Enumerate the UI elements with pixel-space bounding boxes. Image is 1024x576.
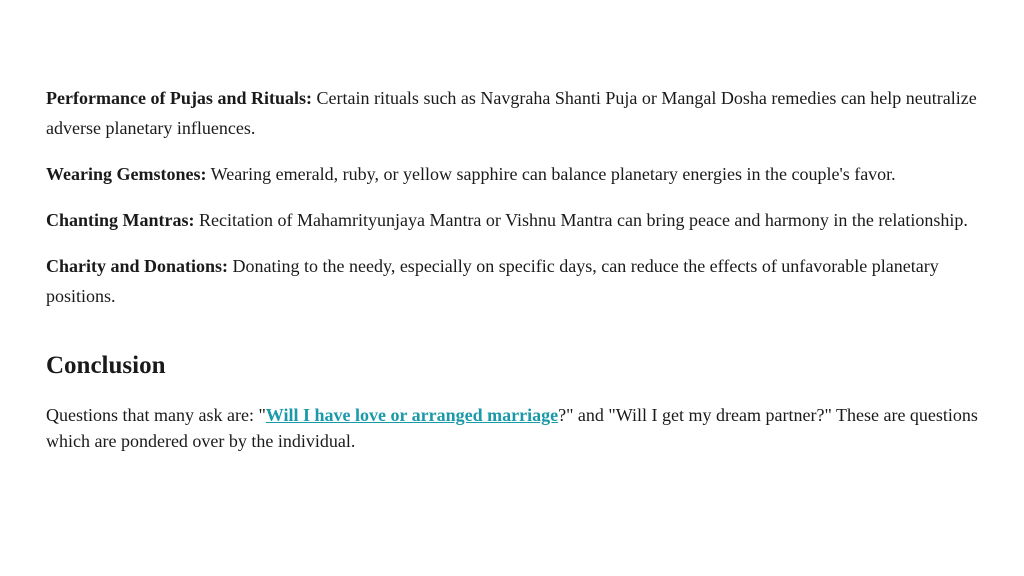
remedy-mantras [46, 205, 981, 235]
remedy-text: Recitation of Mahamrityunjaya Mantra or Vishnu Mantra can bring peace and harmony in the relationship. [194, 210, 968, 230]
remedy-text: Certain rituals such as Navgraha Shanti Puja or Mangal Dosha remedies can help neutralize adverse planetary influences. [46, 88, 977, 138]
love-or-arranged-marriage-link[interactable]: Will I have love or arranged marriage [265, 405, 559, 425]
remedy-gemstones [46, 159, 981, 189]
document-body [46, 83, 981, 454]
remedy-pujas [46, 83, 981, 143]
remedy-charity [46, 251, 981, 311]
remedy-text: Wearing emerald, ruby, or yellow sapphire can balance planetary energies in the couple's favor. [206, 164, 896, 184]
remedy-title: Wearing Gemstones: [46, 164, 207, 184]
remedy-title: Chanting Mantras: [46, 210, 195, 230]
remedy-title: Performance of Pujas and Rituals: [46, 88, 312, 108]
conclusion-text-after: ?" and "Will I get my dream partner?" These are questions which are pondered over by the individual. [46, 405, 978, 451]
conclusion-text-before: Questions that many ask are: " [46, 405, 266, 425]
conclusion-paragraph [46, 402, 981, 454]
remedy-text: Donating to the needy, especially on specific days, can reduce the effects of unfavorable planetary positions. [46, 256, 939, 306]
conclusion-heading: Conclusion [46, 352, 166, 379]
remedy-title: Charity and Donations: [46, 256, 229, 276]
